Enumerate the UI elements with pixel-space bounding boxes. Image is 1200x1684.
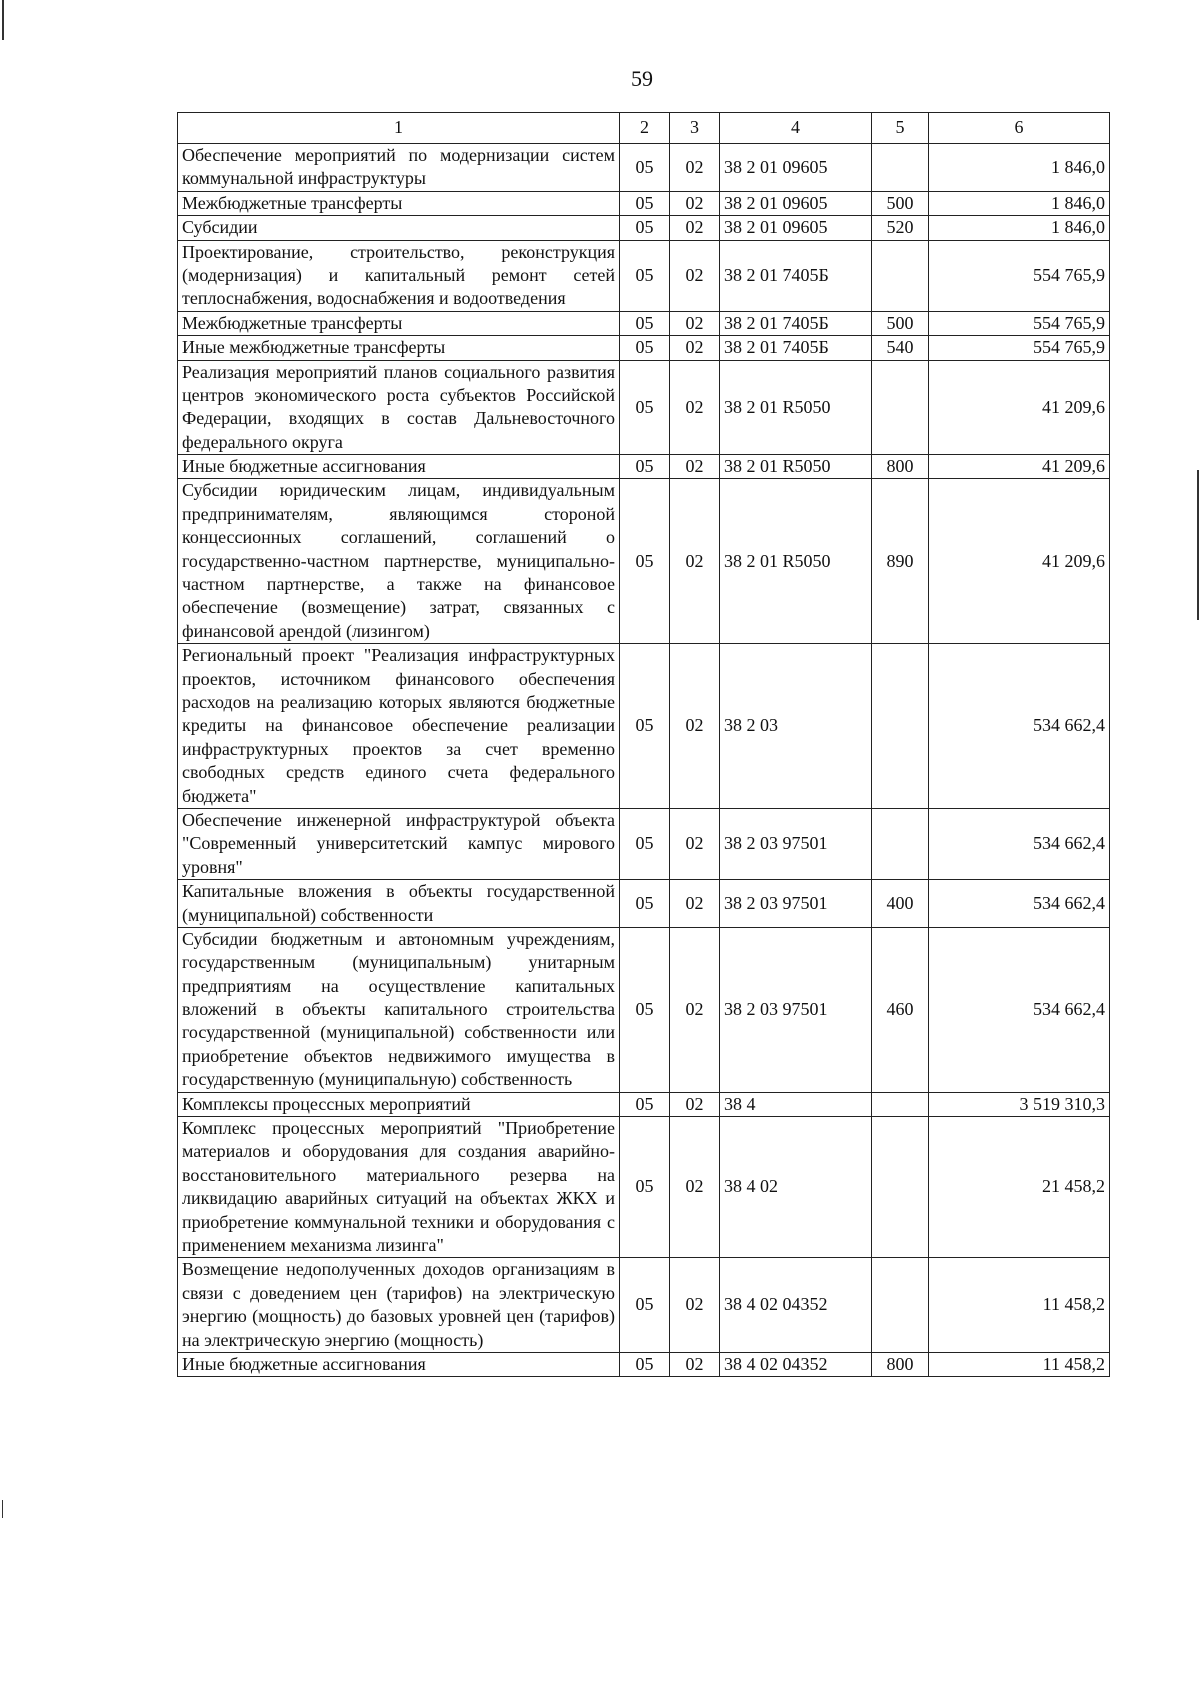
subsection-cell: 02: [670, 927, 720, 1092]
expense-type-cell: [872, 144, 929, 192]
row-name-cell: Региональный проект "Реализация инфраструктурных проектов, источником финансового обеспечения расходов на реализацию которых являются бюджетные кредиты на финансовое обеспечение реализации инфраструктурных проектов за счет временно свободных средств единого счета федерального бюджета": [178, 644, 620, 809]
subsection-cell: 02: [670, 1117, 720, 1258]
section-cell: 05: [620, 360, 670, 455]
subsection-cell: 02: [670, 808, 720, 879]
row-name-cell: Капитальные вложения в объекты государственной (муниципальной) собственности: [178, 880, 620, 928]
amount-cell: 1 846,0: [929, 216, 1110, 240]
scan-edge-mark: [2, 0, 4, 40]
expense-type-cell: [872, 644, 929, 809]
subsection-cell: 02: [670, 191, 720, 215]
table-row: [178, 144, 1110, 192]
section-cell: 05: [620, 455, 670, 479]
column-header: 5: [872, 113, 929, 144]
table-row: [178, 644, 1110, 809]
target-article-cell: 38 2 03 97501: [720, 880, 872, 928]
subsection-cell: 02: [670, 336, 720, 360]
row-name-cell: Возмещение недополученных доходов организациям в связи с доведением цен (тарифов) на электрическую энергию (мощность) до базовых уровней цен (тарифов) на электрическую энергию (мощность): [178, 1258, 620, 1353]
expense-type-cell: 460: [872, 927, 929, 1092]
target-article-cell: 38 2 01 R5050: [720, 479, 872, 644]
subsection-cell: 02: [670, 455, 720, 479]
table-body: [178, 144, 1110, 1377]
target-article-cell: 38 4 02 04352: [720, 1258, 872, 1353]
target-article-cell: 38 4 02: [720, 1117, 872, 1258]
amount-cell: 1 846,0: [929, 191, 1110, 215]
subsection-cell: 02: [670, 1352, 720, 1376]
row-name-cell: Комплекс процессных мероприятий "Приобретение материалов и оборудования для создания аварийно-восстановительного материального резерва на ликвидацию аварийных ситуаций на объектах ЖКХ и приобретение коммунальной техники и оборудования с применением механизма лизинга": [178, 1117, 620, 1258]
target-article-cell: 38 2 01 7405Б: [720, 240, 872, 311]
amount-cell: 41 209,6: [929, 455, 1110, 479]
expense-type-cell: 500: [872, 311, 929, 335]
table-row: [178, 240, 1110, 311]
section-cell: 05: [620, 927, 670, 1092]
expense-type-cell: [872, 360, 929, 455]
amount-cell: 534 662,4: [929, 880, 1110, 928]
subsection-cell: 02: [670, 144, 720, 192]
subsection-cell: 02: [670, 880, 720, 928]
amount-cell: 554 765,9: [929, 336, 1110, 360]
row-name-cell: Иные бюджетные ассигнования: [178, 1352, 620, 1376]
row-name-cell: Обеспечение инженерной инфраструктурой объекта "Современный университетский кампус мирового уровня": [178, 808, 620, 879]
row-name-cell: Субсидии юридическим лицам, индивидуальным предпринимателям, являющимся стороной концессионных соглашений, соглашений о государственно-частном партнерстве, муниципально-частном партнерстве, а также на финансовое обеспечение (возмещение) затрат, связанных с финансовой арендой (лизингом): [178, 479, 620, 644]
table-row: [178, 927, 1110, 1092]
section-cell: 05: [620, 311, 670, 335]
subsection-cell: 02: [670, 479, 720, 644]
row-name-cell: Реализация мероприятий планов социального развития центров экономического роста субъектов Российской Федерации, входящих в состав Дальневосточного федерального округа: [178, 360, 620, 455]
section-cell: 05: [620, 1352, 670, 1376]
expense-type-cell: [872, 808, 929, 879]
subsection-cell: 02: [670, 240, 720, 311]
target-article-cell: 38 2 01 09605: [720, 144, 872, 192]
table-row: [178, 311, 1110, 335]
table-header-row: [178, 113, 1110, 144]
section-cell: 05: [620, 1092, 670, 1116]
subsection-cell: 02: [670, 1092, 720, 1116]
target-article-cell: 38 2 01 7405Б: [720, 336, 872, 360]
subsection-cell: 02: [670, 216, 720, 240]
subsection-cell: 02: [670, 360, 720, 455]
target-article-cell: 38 2 01 R5050: [720, 360, 872, 455]
row-name-cell: Субсидии бюджетным и автономным учреждениям, государственным (муниципальным) унитарным предприятиям на осуществление капитальных вложений в объекты капитального строительства государственной (муниципальной) собственности или приобретение объектов недвижимого имущества в государственную (муниципальную) собственность: [178, 927, 620, 1092]
table-row: [178, 191, 1110, 215]
target-article-cell: 38 2 01 R5050: [720, 455, 872, 479]
amount-cell: 1 846,0: [929, 144, 1110, 192]
section-cell: 05: [620, 240, 670, 311]
expense-type-cell: 800: [872, 455, 929, 479]
amount-cell: 534 662,4: [929, 644, 1110, 809]
target-article-cell: 38 2 03 97501: [720, 808, 872, 879]
row-name-cell: Межбюджетные трансферты: [178, 191, 620, 215]
column-header: 6: [929, 113, 1110, 144]
amount-cell: 534 662,4: [929, 808, 1110, 879]
row-name-cell: Иные межбюджетные трансферты: [178, 336, 620, 360]
table-row: [178, 1092, 1110, 1116]
target-article-cell: 38 2 03 97501: [720, 927, 872, 1092]
expense-type-cell: [872, 1258, 929, 1353]
amount-cell: 11 458,2: [929, 1352, 1110, 1376]
row-name-cell: Иные бюджетные ассигнования: [178, 455, 620, 479]
section-cell: 05: [620, 1258, 670, 1353]
table-row: [178, 1352, 1110, 1376]
row-name-cell: Обеспечение мероприятий по модернизации систем коммунальной инфраструктуры: [178, 144, 620, 192]
budget-table: [177, 112, 1110, 1377]
section-cell: 05: [620, 336, 670, 360]
expense-type-cell: 800: [872, 1352, 929, 1376]
table-row: [178, 455, 1110, 479]
target-article-cell: 38 2 03: [720, 644, 872, 809]
section-cell: 05: [620, 644, 670, 809]
row-name-cell: Проектирование, строительство, реконструкция (модернизация) и капитальный ремонт сетей теплоснабжения, водоснабжения и водоотведения: [178, 240, 620, 311]
table-row: [178, 880, 1110, 928]
table-row: [178, 1117, 1110, 1258]
target-article-cell: 38 2 01 09605: [720, 191, 872, 215]
table-row: [178, 216, 1110, 240]
row-name-cell: Межбюджетные трансферты: [178, 311, 620, 335]
amount-cell: 41 209,6: [929, 360, 1110, 455]
table-row: [178, 1258, 1110, 1353]
expense-type-cell: [872, 240, 929, 311]
expense-type-cell: [872, 1117, 929, 1258]
amount-cell: 41 209,6: [929, 479, 1110, 644]
amount-cell: 3 519 310,3: [929, 1092, 1110, 1116]
subsection-cell: 02: [670, 311, 720, 335]
table-row: [178, 479, 1110, 644]
column-header: 3: [670, 113, 720, 144]
expense-type-cell: 500: [872, 191, 929, 215]
amount-cell: 11 458,2: [929, 1258, 1110, 1353]
column-header: 1: [178, 113, 620, 144]
amount-cell: 554 765,9: [929, 240, 1110, 311]
expense-type-cell: 540: [872, 336, 929, 360]
expense-type-cell: 520: [872, 216, 929, 240]
scan-edge-mark: [1197, 470, 1199, 620]
row-name-cell: Комплексы процессных мероприятий: [178, 1092, 620, 1116]
amount-cell: 554 765,9: [929, 311, 1110, 335]
amount-cell: 534 662,4: [929, 927, 1110, 1092]
section-cell: 05: [620, 144, 670, 192]
page-number: 59: [631, 66, 653, 91]
table-row: [178, 336, 1110, 360]
subsection-cell: 02: [670, 1258, 720, 1353]
expense-type-cell: 400: [872, 880, 929, 928]
scan-edge-mark: [2, 1500, 3, 1518]
target-article-cell: 38 4: [720, 1092, 872, 1116]
section-cell: 05: [620, 880, 670, 928]
table-row: [178, 360, 1110, 455]
expense-type-cell: 890: [872, 479, 929, 644]
section-cell: 05: [620, 1117, 670, 1258]
target-article-cell: 38 2 01 09605: [720, 216, 872, 240]
section-cell: 05: [620, 479, 670, 644]
section-cell: 05: [620, 808, 670, 879]
table-row: [178, 808, 1110, 879]
target-article-cell: 38 4 02 04352: [720, 1352, 872, 1376]
subsection-cell: 02: [670, 644, 720, 809]
section-cell: 05: [620, 191, 670, 215]
target-article-cell: 38 2 01 7405Б: [720, 311, 872, 335]
section-cell: 05: [620, 216, 670, 240]
column-header: 2: [620, 113, 670, 144]
expense-type-cell: [872, 1092, 929, 1116]
row-name-cell: Субсидии: [178, 216, 620, 240]
amount-cell: 21 458,2: [929, 1117, 1110, 1258]
column-header: 4: [720, 113, 872, 144]
